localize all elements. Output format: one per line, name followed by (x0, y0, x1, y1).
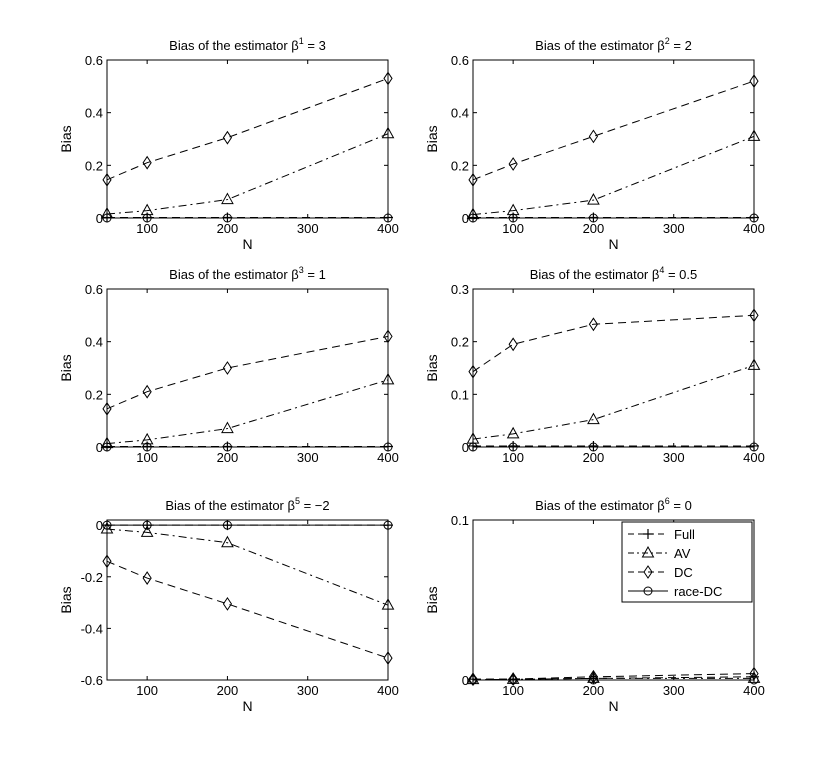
x-tick-label: 400 (743, 221, 765, 236)
y-tick-label: 0.6 (84, 282, 103, 297)
x-tick-label: 300 (662, 450, 685, 465)
y-tick-label: 0.2 (450, 334, 469, 350)
y-tick-label: 0 (461, 211, 469, 226)
x-tick-label: 100 (502, 450, 524, 465)
data-point (223, 362, 231, 374)
subplot-title: Bias of the estimator $\beta^2 = 2$ (535, 36, 692, 53)
y-tick-label: 0.6 (450, 53, 469, 68)
x-tick-label: 200 (582, 450, 605, 465)
data-point (223, 598, 231, 610)
x-tick-label: 300 (662, 683, 685, 698)
data-point (222, 194, 233, 204)
data-point (589, 130, 597, 142)
data-point (222, 537, 233, 547)
legend-label: DC (674, 565, 693, 580)
series-av (102, 128, 394, 218)
y-axis-label: Bias (58, 354, 74, 382)
data-point (508, 428, 519, 438)
subplot-title: Bias of the estimator $\beta^4 = 0.5$ (529, 265, 698, 282)
y-tick-label: -0.2 (80, 569, 103, 585)
x-axis-label: N (608, 698, 619, 714)
y-tick-label: -0.4 (80, 621, 103, 637)
series-dc (469, 75, 758, 186)
series-dc (103, 72, 392, 185)
y-tick-label: 0 (461, 440, 469, 455)
data-point (509, 338, 517, 350)
x-tick-label: 200 (216, 450, 239, 465)
x-tick-label: 400 (377, 221, 399, 236)
x-tick-label: 100 (136, 683, 158, 698)
x-tick-label: 300 (296, 683, 319, 698)
series-line (473, 136, 754, 214)
series-av (102, 374, 394, 448)
data-point (223, 132, 231, 144)
y-tick-label: 0 (95, 518, 103, 534)
axes-box (473, 60, 754, 218)
data-point (588, 194, 599, 204)
x-axis-label: N (242, 698, 253, 714)
data-point (588, 414, 599, 424)
legend-label: AV (674, 546, 691, 561)
y-tick-label: 0.3 (450, 282, 469, 297)
series-av (468, 130, 760, 218)
legend (622, 522, 752, 602)
subplot-title: Bias of the estimator $\beta^1 = 3$ (169, 36, 326, 53)
x-tick-label: 100 (502, 221, 524, 236)
x-tick-label: 400 (377, 450, 399, 465)
y-axis-label: Bias (424, 586, 440, 614)
subplot-4 (424, 265, 765, 465)
series-line (473, 315, 754, 371)
x-tick-label: 400 (743, 450, 765, 465)
y-tick-label: 0.1 (450, 513, 469, 528)
x-tick-label: 100 (502, 683, 524, 698)
legend-label: Full (674, 527, 695, 542)
y-tick-label: 0 (95, 440, 103, 455)
subplot-3 (58, 265, 399, 465)
series-line (107, 78, 388, 179)
y-tick-label: 0 (95, 211, 103, 226)
series-dc (103, 330, 392, 414)
x-tick-label: 100 (136, 221, 158, 236)
y-tick-label: 0 (461, 673, 469, 688)
series-line (107, 134, 388, 214)
series-dc (103, 555, 392, 664)
subplot-2 (424, 36, 765, 252)
subplot-6 (424, 496, 765, 714)
y-tick-label: 0.2 (84, 387, 103, 403)
x-tick-label: 200 (582, 683, 605, 698)
x-tick-label: 200 (582, 221, 605, 236)
y-axis-label: Bias (58, 586, 74, 614)
y-axis-label: Bias (58, 125, 74, 153)
axes-box (473, 289, 754, 447)
series-line (107, 336, 388, 408)
subplot-title: Bias of the estimator $\beta^3 = 1$ (169, 265, 326, 282)
x-tick-label: 300 (296, 221, 319, 236)
subplot-5 (58, 496, 399, 714)
y-tick-label: 0.4 (84, 105, 103, 121)
subplot-1 (58, 36, 399, 252)
axes-box (107, 60, 388, 218)
y-tick-label: -0.6 (80, 673, 103, 688)
x-tick-label: 200 (216, 221, 239, 236)
subplot-title: Bias of the estimator $\beta^6 = 0$ (535, 496, 692, 513)
x-tick-label: 100 (136, 450, 158, 465)
data-point (222, 423, 233, 433)
series-line (107, 529, 388, 605)
y-tick-label: 0.4 (450, 105, 469, 121)
y-tick-label: 0.2 (450, 158, 469, 174)
series-dc (469, 309, 758, 377)
y-tick-label: 0.1 (450, 387, 469, 403)
y-tick-label: 0.4 (84, 334, 103, 350)
x-tick-label: 400 (743, 683, 765, 698)
x-tick-label: 300 (662, 221, 685, 236)
series-line (473, 81, 754, 180)
series-av (102, 523, 394, 609)
x-tick-label: 400 (377, 683, 399, 698)
y-axis-label: Bias (424, 125, 440, 153)
y-tick-label: 0.6 (84, 53, 103, 68)
axes-box (107, 520, 388, 680)
legend-label: race-DC (674, 584, 723, 599)
x-tick-label: 300 (296, 450, 319, 465)
x-axis-label: N (242, 236, 253, 252)
y-axis-label: Bias (424, 354, 440, 382)
axes-box (107, 289, 388, 447)
x-tick-label: 200 (216, 683, 239, 698)
y-tick-label: 0.2 (84, 158, 103, 174)
subplot-title: Bias of the estimator $\beta^5 = -2$ (165, 496, 330, 513)
x-axis-label: N (608, 236, 619, 252)
series-line (473, 365, 754, 439)
series-av (468, 359, 760, 443)
